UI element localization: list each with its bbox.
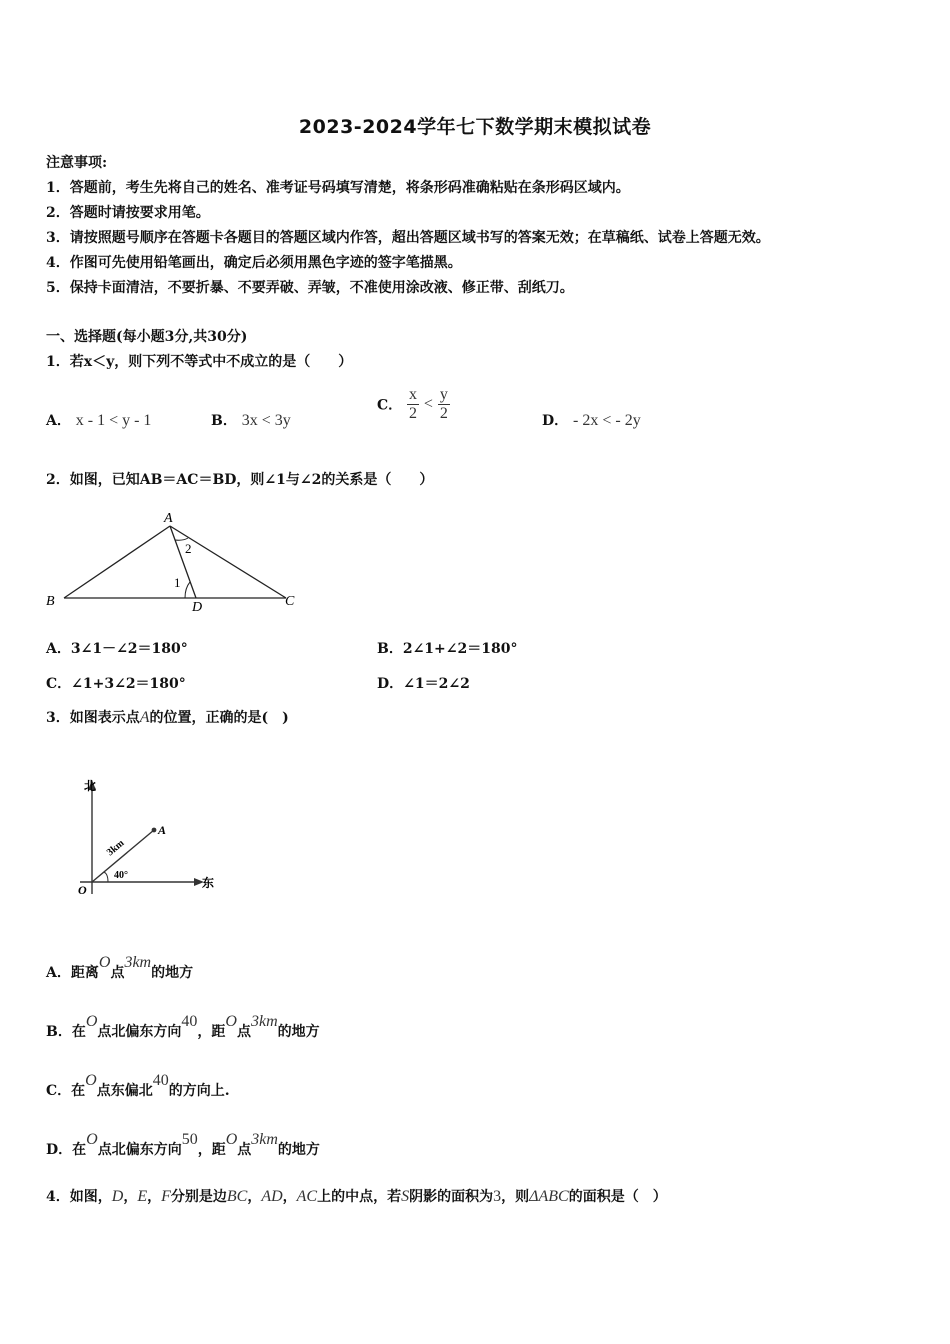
var-abc: ΔABC: [529, 1188, 569, 1205]
angle-value: 50: [181, 1131, 198, 1148]
q1-option-a-label: A．: [46, 413, 71, 429]
option-text: 的方向上.: [168, 1083, 230, 1099]
origin-label: O: [78, 883, 87, 897]
q1-option-c-frac-left: [407, 386, 419, 423]
stem-text: 分别是边: [170, 1189, 227, 1205]
notice-item-5: 5．保持卡面清洁，不要折暴、不要弄破、弄皱，不准使用涂改液、修正带、刮纸刀。: [46, 280, 574, 296]
notice-item-2: 2．答题时请按要求用笔。: [46, 205, 210, 221]
notice-heading: 注意事项:: [46, 155, 108, 171]
angle-label: 40°: [114, 870, 128, 881]
option-text: 点东偏北: [96, 1083, 153, 1099]
section-heading: 一、选择题(每小题3分,共30分): [46, 329, 248, 345]
segment-ab: [64, 526, 170, 598]
q3-stem-pre: 3．如图表示点: [46, 710, 140, 726]
angle-1-arc: [185, 582, 190, 598]
north-label: 北: [84, 779, 97, 793]
stem-text: 上的中点，若: [317, 1189, 402, 1205]
q1-option-d-expr: - 2x < - 2y: [573, 412, 641, 429]
point-o: O: [85, 1072, 97, 1089]
distance-label: 3km: [104, 837, 127, 859]
angle-value: 40: [181, 1013, 198, 1030]
q1-option-c-frac-right: [438, 386, 450, 423]
frac-numerator: x: [409, 386, 418, 403]
q1-option-c: [377, 386, 450, 423]
angle-2-label: 2: [185, 541, 192, 556]
q1-option-a: [46, 410, 151, 430]
frac-numerator: y: [439, 386, 448, 403]
notice-item-1: 1．答题前，考生先将自己的姓名、准考证号码填写清楚，将条形码准确粘贴在条形码区域内。: [46, 180, 630, 196]
option-text: ，距: [197, 1024, 226, 1040]
var-f: F: [161, 1188, 171, 1205]
stem-text: ，: [147, 1189, 162, 1205]
q1-option-d-label: D．: [542, 413, 569, 429]
page-title: 2023-2024学年七下数学期末模拟试卷: [298, 116, 652, 138]
distance-value: 3km: [251, 1131, 278, 1148]
q1-option-b-expr: 3x < 3y: [241, 412, 291, 429]
notice-item-3: 3．请按照题号顺序在答题卡各题目的答题区域内作答，超出答题区域书写的答案无效；在草稿纸、试卷上答题无效。: [46, 230, 770, 246]
var-bc: BC: [226, 1188, 248, 1205]
option-text: D．在: [46, 1142, 87, 1158]
point-a-label: A: [158, 823, 167, 837]
q2-option-c: C．∠1+3∠2＝180°: [46, 676, 186, 692]
stem-text: ，: [282, 1189, 297, 1205]
distance-value: 3km: [124, 954, 152, 971]
var-ac: AC: [296, 1188, 318, 1205]
angle-arc: [104, 872, 108, 882]
q1-option-b-label: B．: [211, 413, 237, 429]
var-ad: AD: [261, 1188, 283, 1205]
notice-item-4: 4．作图可先使用铅笔画出，确定后必须用黑色字迹的签字笔描黑。: [46, 255, 462, 271]
q2-stem: 2．如图，已知AB＝AC＝BD，则∠1与∠2的关系是（ ）: [46, 472, 434, 488]
option-text: C．在: [46, 1083, 86, 1099]
var-e: E: [137, 1188, 148, 1205]
point-o: O: [86, 1131, 98, 1148]
q1-option-a-expr: x - 1 < y - 1: [75, 412, 152, 429]
q3-direction-figure: [74, 772, 220, 902]
stem-text: 4．如图，: [46, 1189, 112, 1205]
q2-option-a: A．3∠1－∠2＝180°: [46, 641, 188, 657]
option-text: B．在: [46, 1024, 86, 1040]
var-d: D: [111, 1188, 124, 1205]
option-text: 点北偏东方向: [97, 1024, 182, 1040]
point-o: O: [85, 1013, 98, 1030]
option-text: 点: [237, 1142, 252, 1158]
q3-option-c: [46, 1072, 230, 1100]
distance-value: 3km: [250, 1013, 278, 1030]
q2-triangle-figure: [44, 508, 300, 616]
angle-value: 40: [152, 1072, 169, 1089]
option-text: A．距离: [46, 965, 99, 981]
option-text: 点: [236, 1024, 251, 1040]
frac-denominator: 2: [439, 405, 448, 422]
stem-text: ，: [123, 1189, 138, 1205]
option-text: 点: [110, 965, 125, 981]
q3-stem-var: A: [139, 709, 150, 726]
option-text: 的地方: [277, 1142, 320, 1158]
stem-text: 阴影的面积为: [409, 1189, 494, 1205]
vertex-b-label: B: [46, 594, 55, 609]
option-text: 点北偏东方向: [97, 1142, 182, 1158]
q3-option-b: [46, 1013, 320, 1041]
q1-option-d: [542, 410, 641, 430]
vertex-a-label: A: [164, 511, 173, 526]
option-text: 的地方: [277, 1024, 320, 1040]
option-text: 的地方: [151, 965, 194, 981]
q1-option-c-op: <: [423, 395, 433, 413]
q1-option-c-label: C．: [377, 397, 403, 414]
point-a-dot: [152, 828, 157, 833]
stem-text: ，则: [501, 1189, 530, 1205]
option-text: ，距: [197, 1142, 226, 1158]
angle-2-arc: [175, 538, 188, 540]
area-value: 3: [493, 1188, 502, 1205]
q4-stem: [46, 1186, 667, 1206]
var-s: S: [401, 1188, 410, 1205]
frac-denominator: 2: [409, 405, 418, 422]
q3-option-d: [46, 1131, 320, 1159]
vertex-c-label: C: [285, 594, 295, 609]
q1-stem: 1．若x＜y，则下列不等式中不成立的是（ ）: [46, 354, 353, 370]
angle-1-label: 1: [174, 575, 181, 590]
point-o: O: [225, 1013, 237, 1030]
point-o: O: [98, 954, 111, 971]
q3-stem-post: 的位置，正确的是( ): [149, 710, 289, 726]
stem-text: ，: [247, 1189, 262, 1205]
q3-option-a: [46, 954, 194, 982]
vertex-d-label: D: [192, 600, 203, 615]
q1-option-b: [211, 410, 291, 430]
q2-option-d: D．∠1＝2∠2: [377, 676, 470, 692]
point-o: O: [225, 1131, 238, 1148]
stem-text: 的面积是（ ）: [568, 1189, 667, 1205]
q3-stem: [46, 707, 289, 727]
q2-option-b: B．2∠1+∠2＝180°: [377, 641, 518, 657]
east-label: 东: [202, 876, 215, 890]
